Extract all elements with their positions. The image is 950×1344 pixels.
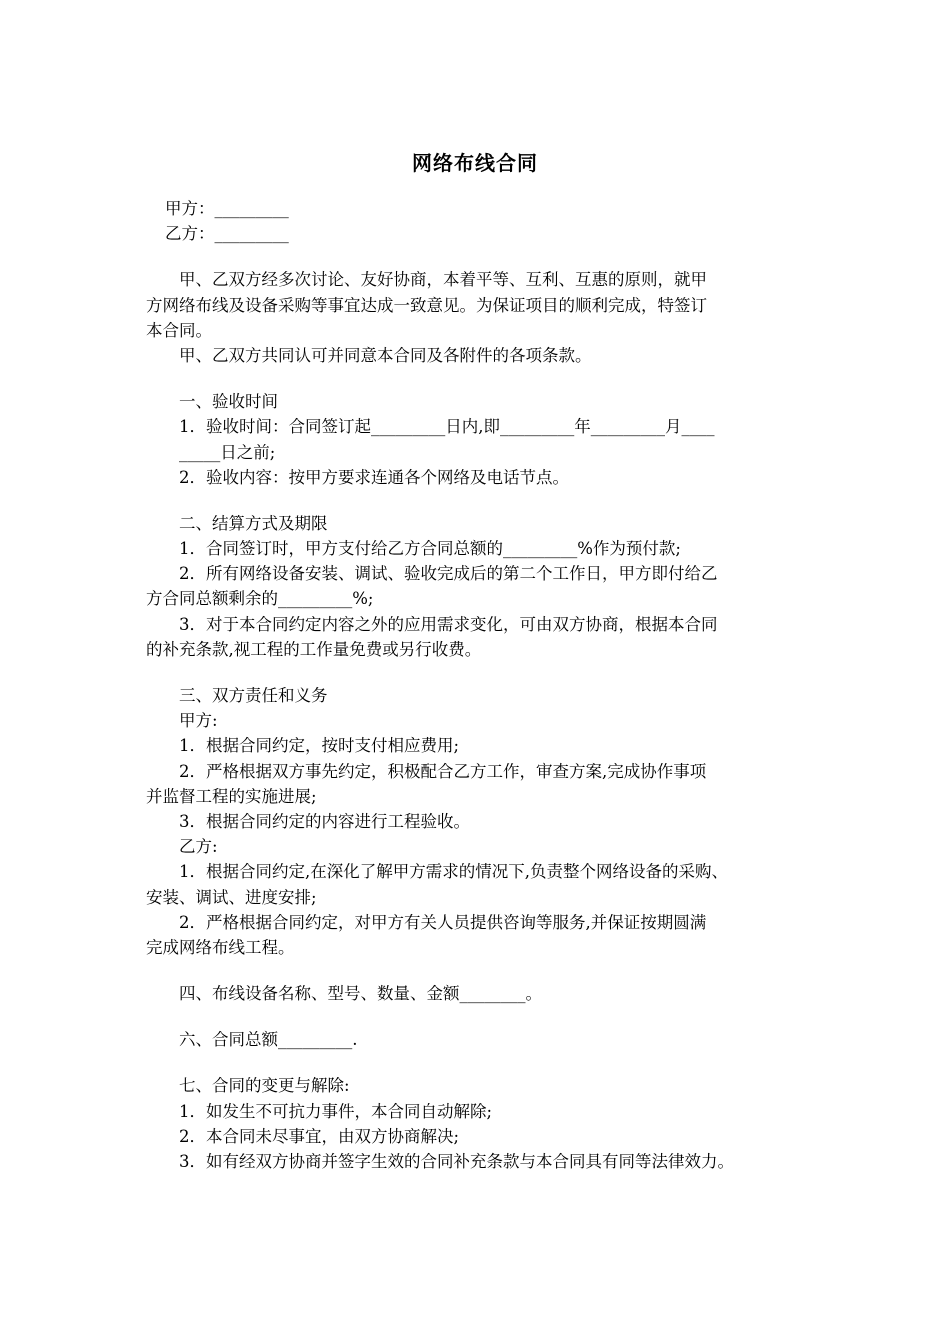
intro-paragraph-line: 甲、乙双方经多次讨论、友好协商，本着平等、互利、互惠的原则，就甲 <box>179 270 707 290</box>
section-1-item: _____日之前; <box>179 442 276 462</box>
intro-paragraph-line: 方网络布线及设备采购等事宜达成一致意见。为保证项目的顺利完成，特签订 <box>146 295 707 315</box>
section-6-line: 六、合同总额_________. <box>179 1030 358 1050</box>
section-1-item: 1．验收时间：合同签订起_________日内,即_________年_________月____ <box>179 417 715 437</box>
spacer <box>146 368 826 389</box>
spacer <box>146 662 826 683</box>
party-b-line: 乙方：_________ <box>165 224 289 244</box>
document-title: 网络布线合同 <box>412 151 538 175</box>
section-3-heading: 三、双方责任和义务 <box>179 686 328 705</box>
section-7-heading: 七、合同的变更与解除: <box>179 1076 350 1096</box>
section-3-party-b: 乙方: <box>179 837 218 857</box>
section-2-item: 2．所有网络设备安装、调试、验收完成后的第二个工作日，甲方即付给乙 <box>179 564 718 584</box>
section-7-item: 1．如发生不可抗力事件，本合同自动解除; <box>179 1101 493 1121</box>
section-2-item: 1．合同签订时，甲方支付给乙方合同总额的_________%作为预付款; <box>179 539 681 559</box>
section-7-item: 3．如有经双方协商并签字生效的合同补充条款与本合同具有同等法律效力。 <box>179 1152 734 1171</box>
section-2-item: 3．对于本合同约定内容之外的应用需求变化，可由双方协商，根据本合同 <box>179 614 718 634</box>
section-2-heading: 二、结算方式及期限 <box>179 513 328 533</box>
section-7-item: 2．本合同未尽事宜，由双方协商解决; <box>179 1126 460 1146</box>
party-a-line: 甲方：_________ <box>165 199 289 218</box>
section-1-heading: 一、验收时间 <box>179 392 278 412</box>
spacer <box>146 960 826 981</box>
section-3-item: 1．根据合同约定，按时支付相应费用; <box>179 736 460 756</box>
section-2-item: 方合同总额剩余的_________%; <box>146 589 374 609</box>
section-3-item: 并监督工程的实施进展; <box>146 786 317 806</box>
section-3-item: 2．严格根据双方事先约定，积极配合乙方工作，审查方案,完成协作事项 <box>179 761 707 781</box>
spacer <box>146 490 826 511</box>
section-3-item: 3．根据合同约定的内容进行工程验收。 <box>179 811 470 831</box>
intro-paragraph-line: 甲、乙双方共同认可并同意本合同及各附件的各项条款。 <box>179 345 592 365</box>
section-3-item: 2．严格根据合同约定，对甲方有关人员提供咨询等服务,并保证按期圆满 <box>179 912 707 932</box>
section-3-item: 完成网络布线工程。 <box>146 937 295 957</box>
section-4-line: 四、布线设备名称、型号、数量、金额________。 <box>179 984 542 1004</box>
intro-paragraph-line: 本合同。 <box>146 320 212 340</box>
section-3-item: 1．根据合同约定,在深化了解甲方需求的情况下,负责整个网络设备的采购、 <box>179 862 728 882</box>
spacer <box>146 1052 826 1073</box>
section-1-item: 2．验收内容：按甲方要求连通各个网络及电话节点。 <box>179 467 569 487</box>
document-body <box>146 196 826 1174</box>
section-3-party-a: 甲方: <box>179 711 218 731</box>
section-2-item: 的补充条款,视工程的工作量免费或另行收费。 <box>146 639 482 659</box>
spacer <box>146 1006 826 1027</box>
section-3-item: 安装、调试、进度安排; <box>146 887 317 907</box>
spacer <box>146 246 826 267</box>
